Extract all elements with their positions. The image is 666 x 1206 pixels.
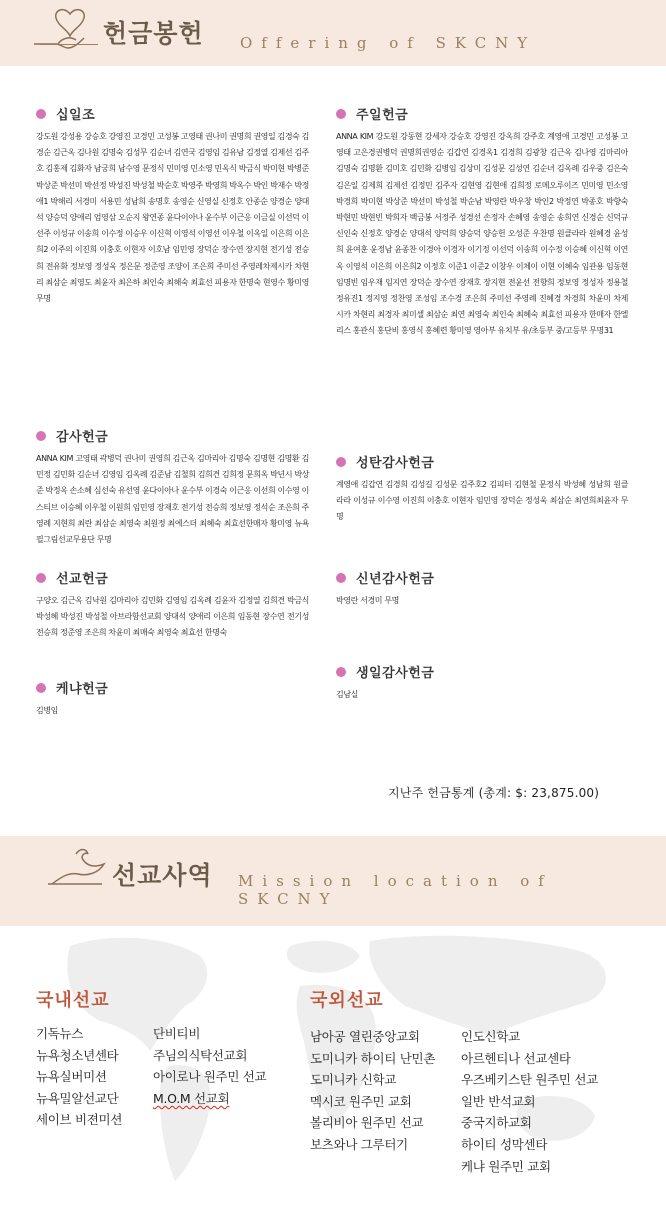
- overseas-mission-list-col2: [461, 1026, 598, 1177]
- heart-hands-icon: [32, 4, 100, 58]
- domestic-mission-list-col1: [36, 1023, 122, 1131]
- mission-item: 볼리비아 원주민 선교: [310, 1115, 424, 1131]
- bullet-icon: [336, 457, 346, 467]
- mission-item: 하이티 성막센타: [461, 1136, 548, 1152]
- christmas-offering-section: [336, 452, 628, 526]
- mission-item: 멕시코 원주민 교회: [310, 1093, 412, 1109]
- section-title: 선교헌금: [56, 572, 109, 587]
- donor-list: ANNA KIM 강도원 강동현 강세자 강승호 강영진 강옥희 강주호 계영애 고경민 고성봉 고영태 고은경권병덕 권명희권영순 김갑연 김경옥1 김경희 김광창 김근옥 김나영 김마리아 김명숙 김명환 김미호 김민화 김병임 김상미 김성문 김성연 김순녀 김옥례 김우중 김은숙 김은일 김제희 김제선 김정민 김주자 김현영 김현애 김희정 로메오루이즈 민미영 민소영 박경희 박미현 박상준 박선미 박성철 박순남 박영란 박우창 박인2 박정연 박종호 박향숙 박현민 박현빈 박희자 백금봉 서정주 성경선 손정자 손혜영 송영순 송희연 신경순 신덕규 신인숙 신정호 양경순 양대석 양덕희 양승덕 양승헌 오성준 우찬명 원클라라 원혜경 윤성희 윤여훈 윤정남 윤종찬 이경아 이경자 이기정 이선덕 이송희 이수정 이승혜 이신혁 이연옥 이영석 이은희 이은희2 이정호 이준1 이준2 이창우 이체이 이현 이혜숙 임관용 임동현 임명빈 임우재 임지연 장덕순 장수연 장재호 장지현 전윤선 전향희 정보영 정성자 정용철 정유진1 정지영 정찬영 조성임 조수경 조은희 주미선 주영례 진혜경 차경희 차윤미 차제시카 차현리 최경자 최미셀 최삼순 최연 최영숙 최인숙 최혜숙 최효선 피용자 한매자 한엘리스 홍관식 홍단비 홍영식 홍혜련 황미영 영아부 유치부 유/초등부 중/고등부 무명31: [336, 132, 628, 336]
- donor-list: 계영애 김갑연 김경희 김성길 김성문 김주호2 김피터 김현철 문정식 박성혜 성남희 원클라라 이성규 이수영 이진희 이충호 이현자 임민영 장덕순 정성욱 최삼순 최연희최윤자 무명: [336, 480, 628, 522]
- domestic-mission-list-col2: [153, 1023, 266, 1109]
- mission-item: 뉴욕청소년센타: [36, 1047, 119, 1063]
- section-title: 성탄감사헌금: [356, 456, 435, 471]
- donor-list: ANNA KIM 고영태 곽병덕 권나미 권영희 김근옥 김마리아 김명숙 김명현 김명환 김민정 김민화 김순녀 김영임 김옥례 김준남 김철희 김희견 김희정 문희옥 박년시 박상준 박정옥 손소혜 심선숙 유선영 윤다이아나 윤수부 이경숙 이근응 이선희 이수영 이스티브 이승혜 이우철 이원희 임민영 장재호 전기성 전승희 정보영 정석순 조은희 주영례 지현희 최란 최삼순 최영숙 최원정 최에스더 최혜숙 최효선한매자 황미영 뉴욕필그림선교무용단 무명: [36, 454, 309, 545]
- bullet-icon: [36, 431, 46, 441]
- bullet-icon: [336, 667, 346, 677]
- tithe-section: [36, 104, 309, 307]
- section-title: 십일조: [56, 108, 96, 123]
- mission-item: 중국지하교회: [461, 1115, 532, 1131]
- mission-item: 단비티비: [153, 1026, 201, 1041]
- mission-item: 세이브 비젼미션: [36, 1112, 123, 1128]
- mission-title: 선교사역: [112, 861, 213, 890]
- birthday-offering-section: [336, 662, 628, 703]
- donor-list: 강도원 강성용 강승호 강영진 고경민 고성봉 고영태 권나미 권명희 권영일 김경숙 김경순 김근옥 김나원 김명숙 김성무 김순녀 김연국 김영임 김유남 김정열 김제선 김주호 김홍제 김화자 남궁희 남수영 문정식 민미영 민소영 민옥식 박금식 박미현 박병준 박상준 박선미 박선정 박성진 박성철 박순호 박영주 박영희 박옥수 박인 박재수 박정애1 박해리 서경미 서용민 성남희 송명호 송영순 신영실 신정호 안종순 양경순 양대석 양승덕 양애리 엄영삼 오순지 왕연종 윤다이아나 윤수부 이근응 이금실 이선덕 이선주 이성규 이송희 이수정 이승우 이신혁 이영석 이영선 이우철 이옥일 이은희 이은희2 이주의 이진희 이충호 이현자 이호남 임민영 장덕순 장수연 장지현 전기성 전승희 전유화 정보영 정성욱 정은문 정준영 조양이 조은희 주미선 주영레차제시카 차현리 최삼순 최영도 최윤자 최은하 최인숙 최해숙 최효선 피용자 한명숙 현영수 황미영 무명: [36, 132, 309, 304]
- mission-item: 남아공 열린중앙교회: [310, 1029, 420, 1044]
- kenya-offering-section: [36, 678, 309, 719]
- donor-list: 구양오 김근옥 김낙원 김마리아 김민화 김영임 김옥례 김윤자 김정열 김희견 박금식 박성혜 박성진 박성철 아브라함선교회 양대석 양애리 이은희 임동현 장수연 전기성 전승희 정준영 조은희 차윤미 최매숙 최영숙 최효선 한명숙: [36, 596, 309, 638]
- donor-list: 김병임: [36, 706, 58, 715]
- offering-title: 헌금봉헌: [103, 19, 204, 48]
- mission-item: 보츠와나 그루터기: [310, 1136, 408, 1152]
- mission-item: 주님의식탁선교회: [153, 1047, 248, 1063]
- bullet-icon: [336, 109, 346, 119]
- gratitude-section: [36, 426, 309, 548]
- section-title: 케냐헌금: [56, 682, 109, 697]
- mission-item: M.O.M 선교회: [153, 1090, 230, 1106]
- donor-list: 박영란 서경미 무명: [336, 596, 399, 605]
- section-title: 생일감사헌금: [356, 666, 435, 681]
- donor-list: 김남실: [336, 690, 358, 699]
- mission-item: 케냐 원주민 교회: [461, 1158, 551, 1174]
- mission-item: 우즈베키스탄 원주민 선교: [461, 1072, 598, 1088]
- header-rule: [40, 44, 98, 45]
- newyear-offering-section: [336, 568, 628, 609]
- overseas-mission-title: 국외선교: [310, 990, 384, 1011]
- sunday-offering-section: [336, 104, 628, 340]
- mission-item: 뉴욕밀알선교단: [36, 1090, 119, 1106]
- mission-item: 일반 반석교회: [461, 1093, 536, 1109]
- dove-icon: [46, 844, 110, 894]
- mission-item: 뉴욕실버미션: [36, 1069, 107, 1085]
- mission-subtitle: Mission location of SKCNY: [238, 872, 553, 908]
- bullet-icon: [36, 573, 46, 583]
- domestic-mission-title: 국내선교: [36, 990, 110, 1011]
- mission-item: 인도신학교: [461, 1029, 520, 1044]
- section-title: 감사헌금: [56, 430, 109, 445]
- overseas-mission-list-col1: [310, 1026, 435, 1156]
- mission-item: 아이로나 원주민 선교: [153, 1069, 267, 1085]
- section-title: 주일헌금: [356, 108, 409, 123]
- offering-statistics: 지난주 헌금통계 (총계: $: 23,875.00): [388, 786, 600, 800]
- bullet-icon: [36, 109, 46, 119]
- section-title: 신년감사헌금: [356, 572, 435, 587]
- mission-item: 기독뉴스: [36, 1026, 84, 1041]
- mission-item: 도미니카 하이티 난민촌: [310, 1050, 436, 1066]
- bullet-icon: [336, 573, 346, 583]
- mission-offering-section: [36, 568, 309, 642]
- bullet-icon: [36, 683, 46, 693]
- offering-subtitle: Offering of SKCNY: [240, 34, 537, 52]
- mission-item: 도미니카 신학교: [310, 1072, 397, 1088]
- mission-item: 아르헨티나 선교센타: [461, 1050, 571, 1066]
